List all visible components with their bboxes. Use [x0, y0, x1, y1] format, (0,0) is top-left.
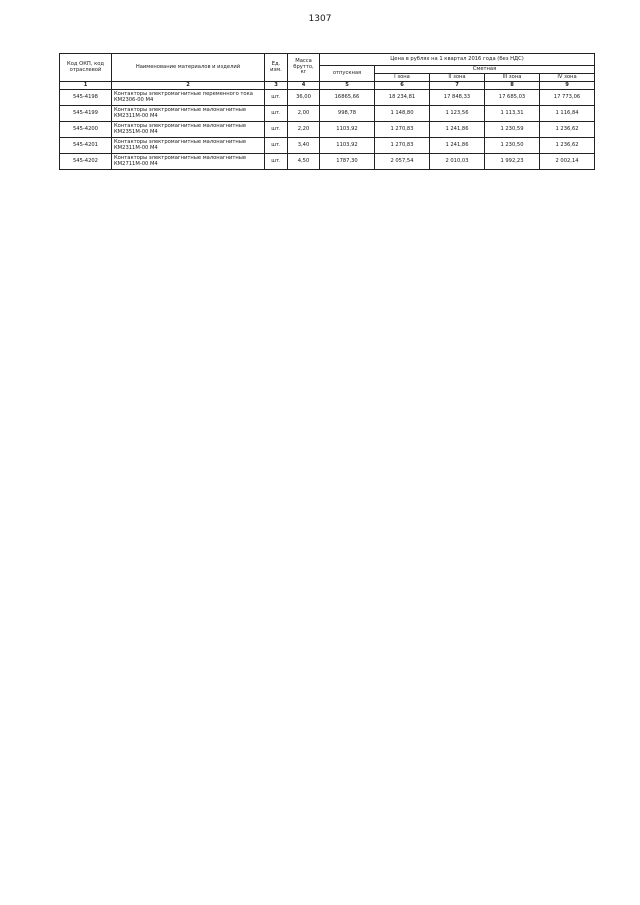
col-number: 9	[540, 82, 595, 90]
cell-zone-4: 1 236,62	[540, 122, 595, 138]
cell-zone-3: 1 113,31	[485, 106, 540, 122]
col-number: 7	[430, 82, 485, 90]
cell-code: 545-4199	[60, 106, 112, 122]
table-row	[60, 154, 595, 170]
cell-zone-3: 1 230,59	[485, 122, 540, 138]
cell-zone-3: 17 685,03	[485, 90, 540, 106]
cell-release: 1787,30	[320, 154, 375, 170]
col-number: 3	[265, 82, 288, 90]
col-number: 1	[60, 82, 112, 90]
cell-zone-1: 1 270,83	[375, 138, 430, 154]
cell-mass: 3,40	[288, 138, 320, 154]
cell-zone-2: 1 123,56	[430, 106, 485, 122]
cell-name: Контакторы электромагнитные малонагнитные КМ2311М-00 М4	[112, 106, 265, 122]
cell-name: Контакторы электромагнитные малонагнитные КМ2311М-00 М4	[112, 138, 265, 154]
header-code: Код ОКП, код отраслевой	[60, 54, 112, 82]
cell-unit: шт.	[265, 154, 288, 170]
cell-name: Контакторы электромагнитные малонагнитные КМ2711М-00 М4	[112, 154, 265, 170]
cell-code: 545-4201	[60, 138, 112, 154]
cell-name: Контакторы электромагнитные малонагнитные КМ2351М-00 М4	[112, 122, 265, 138]
cell-code: 545-4198	[60, 90, 112, 106]
cell-zone-4: 1 236,62	[540, 138, 595, 154]
cell-mass: 2,00	[288, 106, 320, 122]
cell-code: 545-4200	[60, 122, 112, 138]
header-price-group: Цена в рублях на 1 квартал 2016 года (без НДС)	[320, 54, 595, 66]
header-zone-4: IV зона	[540, 74, 595, 82]
cell-zone-1: 2 057,54	[375, 154, 430, 170]
cell-zone-2: 2 010,03	[430, 154, 485, 170]
cell-mass: 4,50	[288, 154, 320, 170]
cell-zone-2: 17 848,33	[430, 90, 485, 106]
col-number: 8	[485, 82, 540, 90]
col-number: 6	[375, 82, 430, 90]
cell-zone-4: 2 002,14	[540, 154, 595, 170]
header-zone-3: III зона	[485, 74, 540, 82]
cell-zone-1: 1 148,80	[375, 106, 430, 122]
col-number: 2	[112, 82, 265, 90]
table-row	[60, 138, 595, 154]
cell-unit: шт.	[265, 122, 288, 138]
table-row	[60, 122, 595, 138]
cell-zone-1: 1 270,83	[375, 122, 430, 138]
cell-release: 1103,92	[320, 138, 375, 154]
cell-zone-3: 1 230,50	[485, 138, 540, 154]
col-number: 4	[288, 82, 320, 90]
cell-unit: шт.	[265, 106, 288, 122]
page-number: 1307	[308, 14, 332, 24]
cell-release: 1103,92	[320, 122, 375, 138]
header-estimate: Сметная	[375, 66, 595, 74]
cell-zone-2: 1 241,86	[430, 122, 485, 138]
cell-zone-2: 1 241,86	[430, 138, 485, 154]
cell-zone-1: 18 234,81	[375, 90, 430, 106]
header-zone-1: I зона	[375, 74, 430, 82]
cell-zone-4: 17 773,06	[540, 90, 595, 106]
col-number: 5	[320, 82, 375, 90]
cell-unit: шт.	[265, 138, 288, 154]
cell-mass: 2,20	[288, 122, 320, 138]
header-release: отпускная	[320, 66, 375, 82]
cell-mass: 36,00	[288, 90, 320, 106]
cell-name: Контакторы электромагнитные переменного тока КМ2306-00 М4	[112, 90, 265, 106]
header-unit: Ед. изм.	[265, 54, 288, 82]
cell-unit: шт.	[265, 90, 288, 106]
cell-release: 998,78	[320, 106, 375, 122]
cell-zone-4: 1 116,84	[540, 106, 595, 122]
table-row	[60, 90, 595, 106]
cell-code: 545-4202	[60, 154, 112, 170]
header-mass: Масса брутто, кг	[288, 54, 320, 82]
table-row	[60, 106, 595, 122]
price-table	[59, 53, 595, 170]
cell-release: 16865,66	[320, 90, 375, 106]
cell-zone-3: 1 992,23	[485, 154, 540, 170]
header-name: Наименование материалов и изделий	[112, 54, 265, 82]
header-zone-2: II зона	[430, 74, 485, 82]
